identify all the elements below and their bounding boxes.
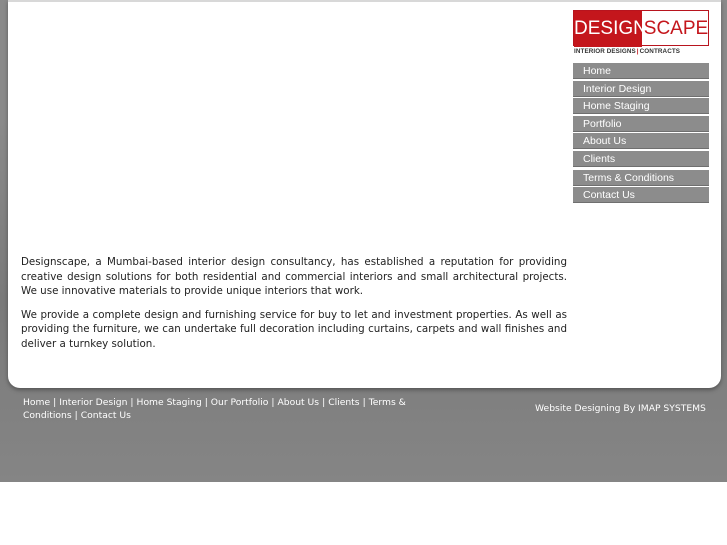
nav-item-interior-design[interactable]: Interior Design (573, 81, 709, 97)
intro-paragraph-1: Designscape, a Mumbai-based interior design consultancy, has established a reputation for providing creative design solutions for both residential and commercial interiors and small architectural projects. We use innovative materials to provide unique interiors that work. (21, 256, 567, 298)
panel-top-border (8, 0, 721, 2)
logo-tagline-left: INTERIOR DESIGNS (574, 48, 636, 55)
nav-item-home[interactable]: Home (573, 63, 709, 79)
logo-tagline-right: CONTRACTS (639, 48, 681, 55)
footer-nav (23, 397, 443, 422)
footer-link-home[interactable]: Home (23, 397, 51, 408)
footer-link-home-staging[interactable]: Home Staging (136, 397, 202, 408)
footer-link-our-portfolio[interactable]: Our Portfolio (210, 397, 269, 408)
footer-separator: | (322, 397, 326, 408)
footer-link-contact-us[interactable]: Contact Us (80, 409, 131, 421)
footer-separator: | (130, 397, 134, 408)
nav-item-clients[interactable]: Clients (573, 151, 709, 167)
footer-separator: | (362, 397, 366, 408)
footer-separator: | (53, 397, 57, 408)
nav-item-about-us[interactable]: About Us (573, 133, 709, 149)
logo-frame (573, 10, 709, 46)
footer-separator: | (204, 397, 208, 408)
intro-content (21, 255, 567, 361)
footer-separator: | (74, 409, 78, 421)
nav-item-portfolio[interactable]: Portfolio (573, 116, 709, 132)
logo-tagline-separator: | (636, 48, 639, 55)
footer-link-interior-design[interactable]: Interior Design (59, 397, 128, 408)
designer-credit[interactable]: Website Designing By IMAP SYSTEMS (535, 403, 706, 414)
footer-link-terms-conditions[interactable]: Terms & Conditions (23, 397, 406, 421)
nav-item-terms-conditions[interactable]: Terms & Conditions (573, 170, 709, 186)
designscape-logo[interactable] (573, 10, 710, 60)
logo-scape-text: SCAPE (643, 18, 709, 39)
nav-item-contact-us[interactable]: Contact Us (573, 187, 709, 203)
footer-separator: | (271, 397, 275, 408)
logo-tagline (574, 48, 680, 59)
footer-link-about-us[interactable]: About Us (277, 397, 320, 408)
nav-item-home-staging[interactable]: Home Staging (573, 98, 709, 114)
intro-paragraph-2: We provide a complete design and furnishing service for buy to let and investment properties. As well as providing the furniture, we can undertake full decoration including curtains, carpets and wall finishes and deliver a turnkey solution. (21, 308, 567, 350)
logo-design-text: DESIGN (574, 11, 642, 47)
footer-link-clients[interactable]: Clients (328, 397, 360, 408)
